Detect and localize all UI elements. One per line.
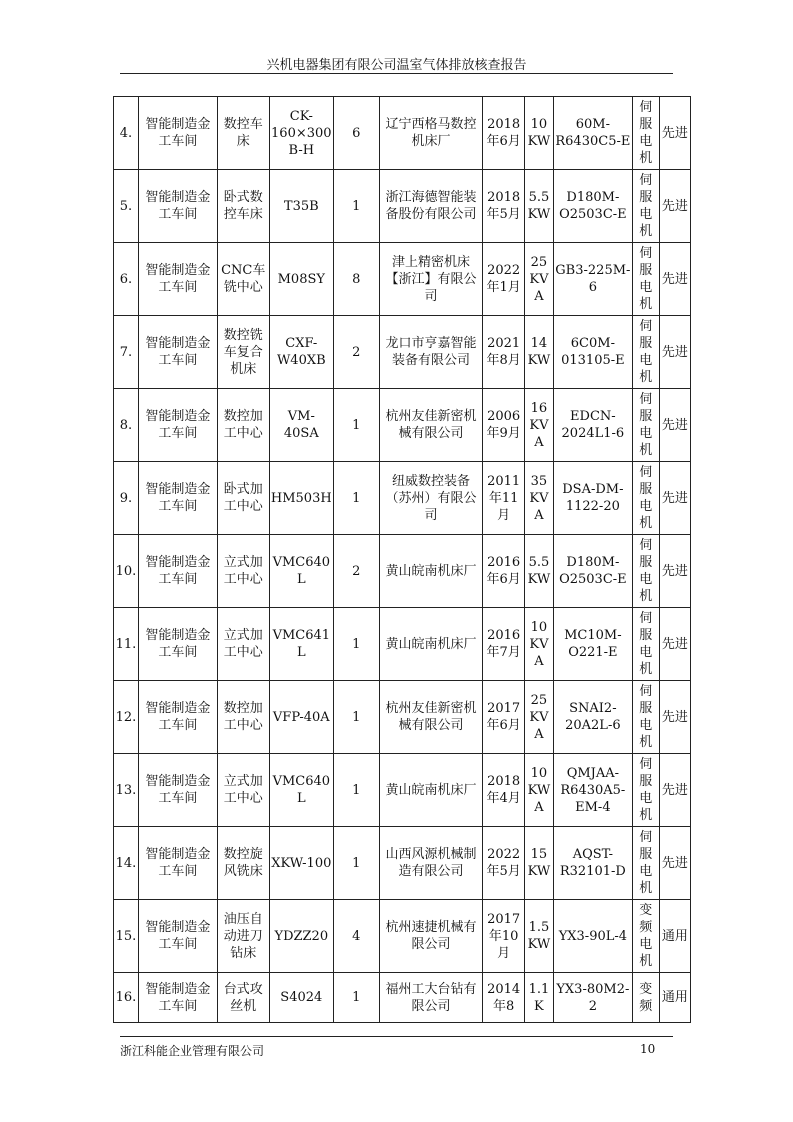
cell-quantity: 1 [333, 462, 379, 535]
table-row [114, 973, 691, 1023]
cell-date: 2016年7月 [483, 608, 525, 681]
cell-model: CXF-W40XB [269, 316, 333, 389]
table-row [114, 316, 691, 389]
cell-rating: 先进 [659, 389, 690, 462]
cell-equipment-name: 立式加工中心 [217, 608, 269, 681]
cell-rating: 先进 [659, 535, 690, 608]
cell-motor-type: 伺服电机 [632, 608, 659, 681]
page-number: 10 [640, 1042, 656, 1056]
cell-quantity: 2 [333, 535, 379, 608]
cell-date: 2018年4月 [483, 754, 525, 827]
cell-manufacturer: 纽威数控装备（苏州）有限公司 [379, 462, 483, 535]
cell-rating: 通用 [659, 973, 690, 1023]
cell-motor-type: 伺服电机 [632, 681, 659, 754]
cell-power: 15KW [524, 827, 553, 900]
cell-date: 2017年6月 [483, 681, 525, 754]
cell-motor-model: 60M-R6430C5-E [553, 97, 632, 170]
table-row [114, 535, 691, 608]
cell-equipment-name: 卧式数控车床 [217, 170, 269, 243]
footer-divider [120, 1036, 673, 1037]
cell-model: HM503H [269, 462, 333, 535]
cell-seq-no: 11. [114, 608, 139, 681]
cell-model: VM-40SA [269, 389, 333, 462]
table-row [114, 681, 691, 754]
cell-power: 25KVA [524, 681, 553, 754]
cell-power: 10KVA [524, 608, 553, 681]
cell-model: CK-160×300B-H [269, 97, 333, 170]
cell-seq-no: 14. [114, 827, 139, 900]
cell-equipment-name: 油压自动进刀钻床 [217, 900, 269, 973]
cell-seq-no: 8. [114, 389, 139, 462]
cell-date: 2014年8 [483, 973, 525, 1023]
cell-seq-no: 12. [114, 681, 139, 754]
cell-manufacturer: 龙口市亨嘉智能装备有限公司 [379, 316, 483, 389]
cell-workshop: 智能制造金工车间 [138, 973, 217, 1023]
cell-motor-type: 伺服电机 [632, 316, 659, 389]
table-row [114, 462, 691, 535]
table-row [114, 243, 691, 316]
cell-workshop: 智能制造金工车间 [138, 900, 217, 973]
cell-rating: 先进 [659, 462, 690, 535]
cell-workshop: 智能制造金工车间 [138, 754, 217, 827]
cell-rating: 先进 [659, 754, 690, 827]
cell-seq-no: 15. [114, 900, 139, 973]
cell-motor-model: YX3-80M2-2 [553, 973, 632, 1023]
cell-seq-no: 4. [114, 97, 139, 170]
cell-quantity: 8 [333, 243, 379, 316]
cell-rating: 先进 [659, 681, 690, 754]
cell-quantity: 2 [333, 316, 379, 389]
cell-power: 5.5KW [524, 170, 553, 243]
cell-date: 2022年1月 [483, 243, 525, 316]
cell-power: 10KWA [524, 754, 553, 827]
cell-quantity: 1 [333, 681, 379, 754]
header-divider [120, 73, 673, 74]
cell-workshop: 智能制造金工车间 [138, 462, 217, 535]
cell-workshop: 智能制造金工车间 [138, 170, 217, 243]
cell-manufacturer: 黄山皖南机床厂 [379, 535, 483, 608]
cell-motor-model: SNAI2-20A2L-6 [553, 681, 632, 754]
cell-manufacturer: 杭州友佳新密机械有限公司 [379, 681, 483, 754]
cell-model: XKW-100 [269, 827, 333, 900]
cell-motor-model: 6C0M-013105-E [553, 316, 632, 389]
cell-date: 2022年5月 [483, 827, 525, 900]
cell-equipment-name: 卧式加工中心 [217, 462, 269, 535]
cell-power: 10KW [524, 97, 553, 170]
cell-date: 2011年11月 [483, 462, 525, 535]
cell-motor-model: YX3-90L-4 [553, 900, 632, 973]
cell-equipment-name: 数控加工中心 [217, 389, 269, 462]
cell-motor-model: GB3-225M-6 [553, 243, 632, 316]
cell-date: 2018年6月 [483, 97, 525, 170]
cell-manufacturer: 黄山皖南机床厂 [379, 754, 483, 827]
cell-motor-type: 伺服电机 [632, 97, 659, 170]
cell-model: VMC641L [269, 608, 333, 681]
table-row [114, 827, 691, 900]
cell-equipment-name: 数控铣车复合机床 [217, 316, 269, 389]
cell-model: S4024 [269, 973, 333, 1023]
cell-motor-type: 伺服电机 [632, 754, 659, 827]
cell-manufacturer: 黄山皖南机床厂 [379, 608, 483, 681]
cell-workshop: 智能制造金工车间 [138, 389, 217, 462]
cell-manufacturer: 山西风源机械制造有限公司 [379, 827, 483, 900]
cell-quantity: 1 [333, 608, 379, 681]
cell-manufacturer: 福州工大台钻有限公司 [379, 973, 483, 1023]
cell-motor-type: 伺服电机 [632, 243, 659, 316]
cell-quantity: 1 [333, 754, 379, 827]
cell-workshop: 智能制造金工车间 [138, 827, 217, 900]
cell-motor-model: EDCN-2024L1-6 [553, 389, 632, 462]
footer-company: 浙江科能企业管理有限公司 [120, 1044, 265, 1058]
cell-quantity: 1 [333, 827, 379, 900]
cell-rating: 先进 [659, 243, 690, 316]
cell-motor-type: 伺服电机 [632, 170, 659, 243]
cell-quantity: 4 [333, 900, 379, 973]
cell-manufacturer: 津上精密机床【浙江】有限公司 [379, 243, 483, 316]
cell-seq-no: 10. [114, 535, 139, 608]
cell-manufacturer: 杭州友佳新密机械有限公司 [379, 389, 483, 462]
cell-workshop: 智能制造金工车间 [138, 535, 217, 608]
cell-rating: 通用 [659, 900, 690, 973]
cell-equipment-name: 数控加工中心 [217, 681, 269, 754]
cell-equipment-name: 立式加工中心 [217, 754, 269, 827]
cell-motor-type: 变频 [632, 973, 659, 1023]
cell-equipment-name: 数控旋风铣床 [217, 827, 269, 900]
cell-motor-type: 伺服电机 [632, 462, 659, 535]
cell-quantity: 6 [333, 97, 379, 170]
cell-motor-model: D180M-O2503C-E [553, 535, 632, 608]
cell-model: VMC640L [269, 754, 333, 827]
cell-motor-type: 伺服电机 [632, 535, 659, 608]
cell-seq-no: 16. [114, 973, 139, 1023]
cell-date: 2021年8月 [483, 316, 525, 389]
cell-equipment-name: 台式攻丝机 [217, 973, 269, 1023]
page-header-title: 兴机电器集团有限公司温室气体排放核查报告 [266, 58, 527, 73]
table-row [114, 389, 691, 462]
cell-rating: 先进 [659, 316, 690, 389]
table-row [114, 754, 691, 827]
cell-quantity: 1 [333, 973, 379, 1023]
cell-quantity: 1 [333, 389, 379, 462]
cell-equipment-name: 立式加工中心 [217, 535, 269, 608]
cell-workshop: 智能制造金工车间 [138, 316, 217, 389]
cell-manufacturer: 浙江海德智能装备股份有限公司 [379, 170, 483, 243]
cell-seq-no: 7. [114, 316, 139, 389]
cell-seq-no: 13. [114, 754, 139, 827]
cell-power: 1.5KW [524, 900, 553, 973]
cell-motor-type: 伺服电机 [632, 389, 659, 462]
equipment-table [113, 96, 691, 1023]
cell-motor-type: 变频电机 [632, 900, 659, 973]
cell-seq-no: 5. [114, 170, 139, 243]
cell-power: 14KW [524, 316, 553, 389]
cell-rating: 先进 [659, 97, 690, 170]
cell-power: 25KVA [524, 243, 553, 316]
cell-workshop: 智能制造金工车间 [138, 97, 217, 170]
cell-model: YDZZ20 [269, 900, 333, 973]
cell-model: M08SY [269, 243, 333, 316]
cell-workshop: 智能制造金工车间 [138, 608, 217, 681]
cell-equipment-name: CNC车铣中心 [217, 243, 269, 316]
cell-motor-model: MC10M-O221-E [553, 608, 632, 681]
cell-manufacturer: 辽宁西格马数控机床厂 [379, 97, 483, 170]
cell-power: 35KVA [524, 462, 553, 535]
cell-quantity: 1 [333, 170, 379, 243]
cell-motor-model: QMJAA-R6430A5-EM-4 [553, 754, 632, 827]
cell-rating: 先进 [659, 608, 690, 681]
cell-motor-type: 伺服电机 [632, 827, 659, 900]
cell-rating: 先进 [659, 170, 690, 243]
cell-power: 5.5KW [524, 535, 553, 608]
cell-date: 2018年5月 [483, 170, 525, 243]
table-row [114, 900, 691, 973]
cell-model: VMC640L [269, 535, 333, 608]
cell-power: 1.1K [524, 973, 553, 1023]
cell-workshop: 智能制造金工车间 [138, 243, 217, 316]
cell-seq-no: 6. [114, 243, 139, 316]
cell-manufacturer: 杭州速捷机械有限公司 [379, 900, 483, 973]
cell-power: 16KVA [524, 389, 553, 462]
cell-workshop: 智能制造金工车间 [138, 681, 217, 754]
cell-date: 2016年6月 [483, 535, 525, 608]
table-row [114, 608, 691, 681]
table-row [114, 97, 691, 170]
cell-date: 2017年10月 [483, 900, 525, 973]
cell-model: VFP-40A [269, 681, 333, 754]
table-row [114, 170, 691, 243]
cell-equipment-name: 数控车床 [217, 97, 269, 170]
cell-date: 2006年9月 [483, 389, 525, 462]
cell-rating: 先进 [659, 827, 690, 900]
cell-model: T35B [269, 170, 333, 243]
cell-motor-model: D180M-O2503C-E [553, 170, 632, 243]
cell-motor-model: DSA-DM-1122-20 [553, 462, 632, 535]
cell-seq-no: 9. [114, 462, 139, 535]
cell-motor-model: AQST-R32101-D [553, 827, 632, 900]
